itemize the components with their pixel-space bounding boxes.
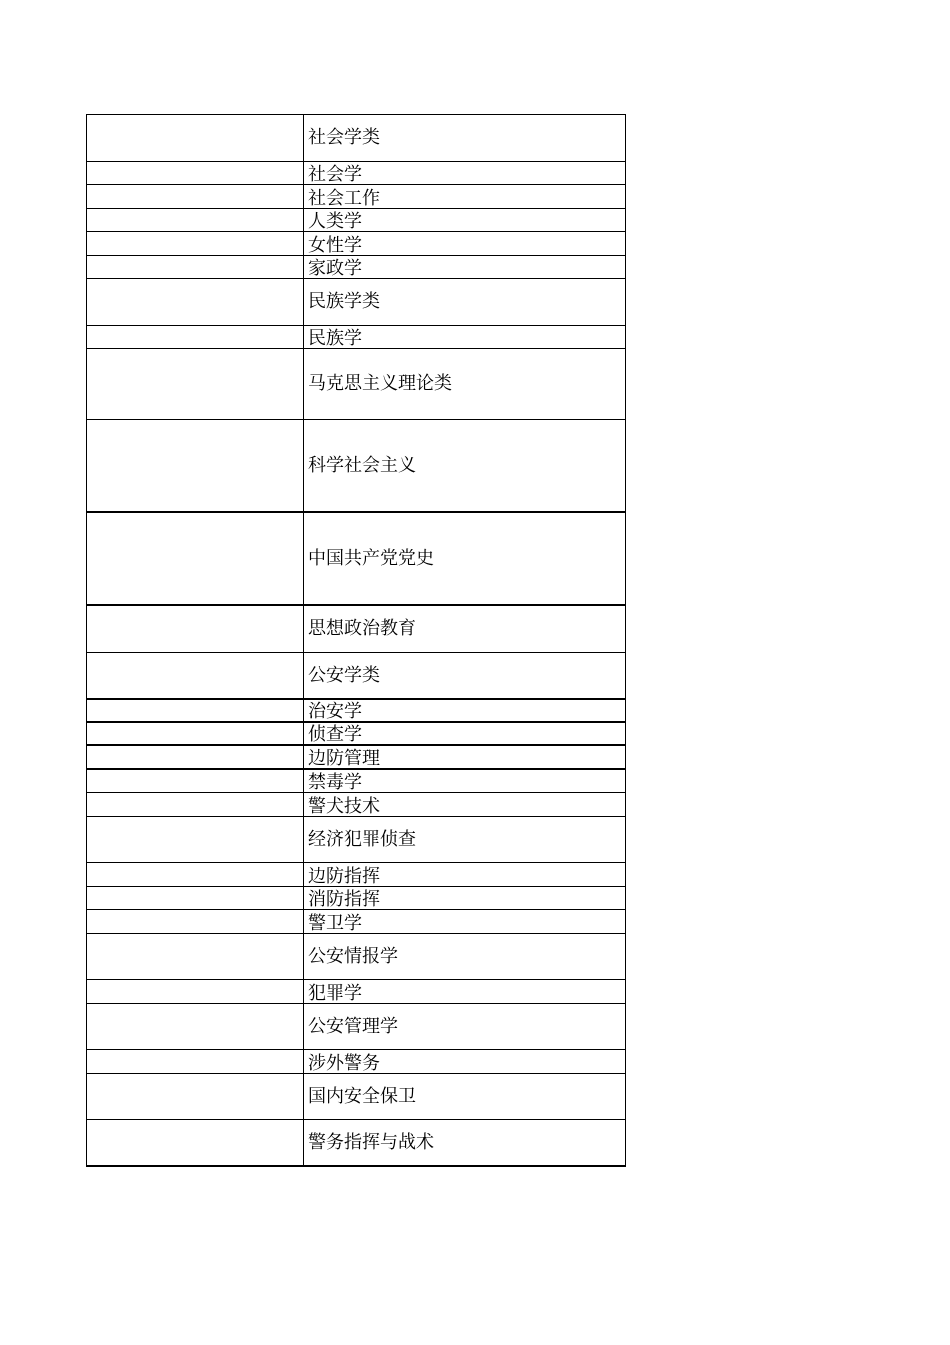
col-a-cell (87, 863, 304, 886)
col-b-cell: 治安学 (308, 701, 362, 722)
table-row (87, 513, 625, 606)
col-b-cell: 禁毒学 (308, 772, 362, 793)
col-a-cell (87, 279, 304, 325)
col-a-cell (87, 887, 304, 909)
col-a-cell (87, 1120, 304, 1165)
table-row (87, 115, 625, 162)
col-a-cell (87, 770, 304, 792)
col-a-cell (87, 1050, 304, 1073)
table-row (87, 653, 625, 700)
table-row (87, 279, 625, 326)
col-b-cell: 民族学类 (308, 291, 380, 312)
col-a-cell (87, 910, 304, 933)
col-b-cell: 民族学 (308, 328, 362, 349)
col-a-cell (87, 1074, 304, 1119)
col-b-cell: 警务指挥与战术 (308, 1131, 434, 1153)
col-a-cell (87, 513, 304, 604)
col-b-cell: 警犬技术 (308, 796, 380, 817)
table-row (87, 910, 625, 934)
col-b-cell: 经济犯罪侦查 (308, 828, 416, 850)
col-b-cell: 中国共产党党史 (308, 547, 434, 569)
col-a-cell (87, 162, 304, 184)
table-row (87, 1120, 625, 1165)
col-b-cell: 边防管理 (308, 748, 380, 769)
col-b-cell: 社会工作 (308, 188, 380, 209)
col-b-cell: 国内安全保卫 (308, 1085, 416, 1107)
table-row (87, 349, 625, 420)
col-a-cell (87, 934, 304, 979)
table-row (87, 980, 625, 1004)
col-b-cell: 公安情报学 (308, 945, 398, 967)
col-b-cell: 思想政治教育 (308, 618, 416, 639)
col-a-cell (87, 653, 304, 698)
table-row (87, 863, 625, 887)
col-a-cell (87, 606, 304, 652)
col-b-cell: 公安管理学 (308, 1015, 398, 1037)
col-a-cell (87, 817, 304, 862)
col-a-cell (87, 723, 304, 744)
col-a-cell (87, 115, 304, 161)
table-row (87, 606, 625, 653)
col-b-cell: 社会学类 (308, 127, 380, 148)
col-a-cell (87, 326, 304, 348)
table-row (87, 887, 625, 910)
col-a-cell (87, 1004, 304, 1049)
table-row (87, 793, 625, 817)
col-b-cell: 犯罪学 (308, 983, 362, 1004)
col-b-cell: 公安学类 (308, 664, 380, 686)
col-b-cell: 人类学 (308, 211, 362, 232)
col-a-cell (87, 793, 304, 816)
col-b-cell: 警卫学 (308, 913, 362, 934)
table-row (87, 420, 625, 513)
col-a-cell (87, 209, 304, 231)
table-row (87, 185, 625, 209)
col-b-cell: 涉外警务 (308, 1053, 380, 1074)
col-b-cell: 边防指挥 (308, 866, 380, 887)
col-b-cell: 马克思主义理论类 (308, 373, 452, 394)
col-a-cell (87, 256, 304, 278)
table-row (87, 1050, 625, 1074)
table-row (87, 817, 625, 863)
table-row (87, 1004, 625, 1050)
col-a-cell (87, 980, 304, 1003)
col-b-cell: 侦查学 (308, 724, 362, 745)
table-row (87, 700, 625, 723)
col-a-cell (87, 700, 304, 721)
table-row (87, 770, 625, 793)
table-row (87, 934, 625, 980)
col-a-cell (87, 349, 304, 419)
table-row (87, 209, 625, 232)
spreadsheet-table (86, 114, 626, 1167)
col-b-cell: 女性学 (308, 235, 362, 256)
col-a-cell (87, 185, 304, 208)
col-a-cell (87, 746, 304, 768)
col-b-cell: 家政学 (308, 258, 362, 279)
table-row (87, 326, 625, 349)
table-row (87, 232, 625, 256)
table-row (87, 746, 625, 770)
col-b-cell: 社会学 (308, 164, 362, 185)
table-row (87, 1074, 625, 1120)
col-a-cell (87, 420, 304, 511)
col-b-cell: 科学社会主义 (308, 454, 416, 476)
table-row (87, 256, 625, 279)
table-row (87, 162, 625, 185)
col-a-cell (87, 232, 304, 255)
table-row (87, 723, 625, 746)
col-b-cell: 消防指挥 (308, 889, 380, 910)
